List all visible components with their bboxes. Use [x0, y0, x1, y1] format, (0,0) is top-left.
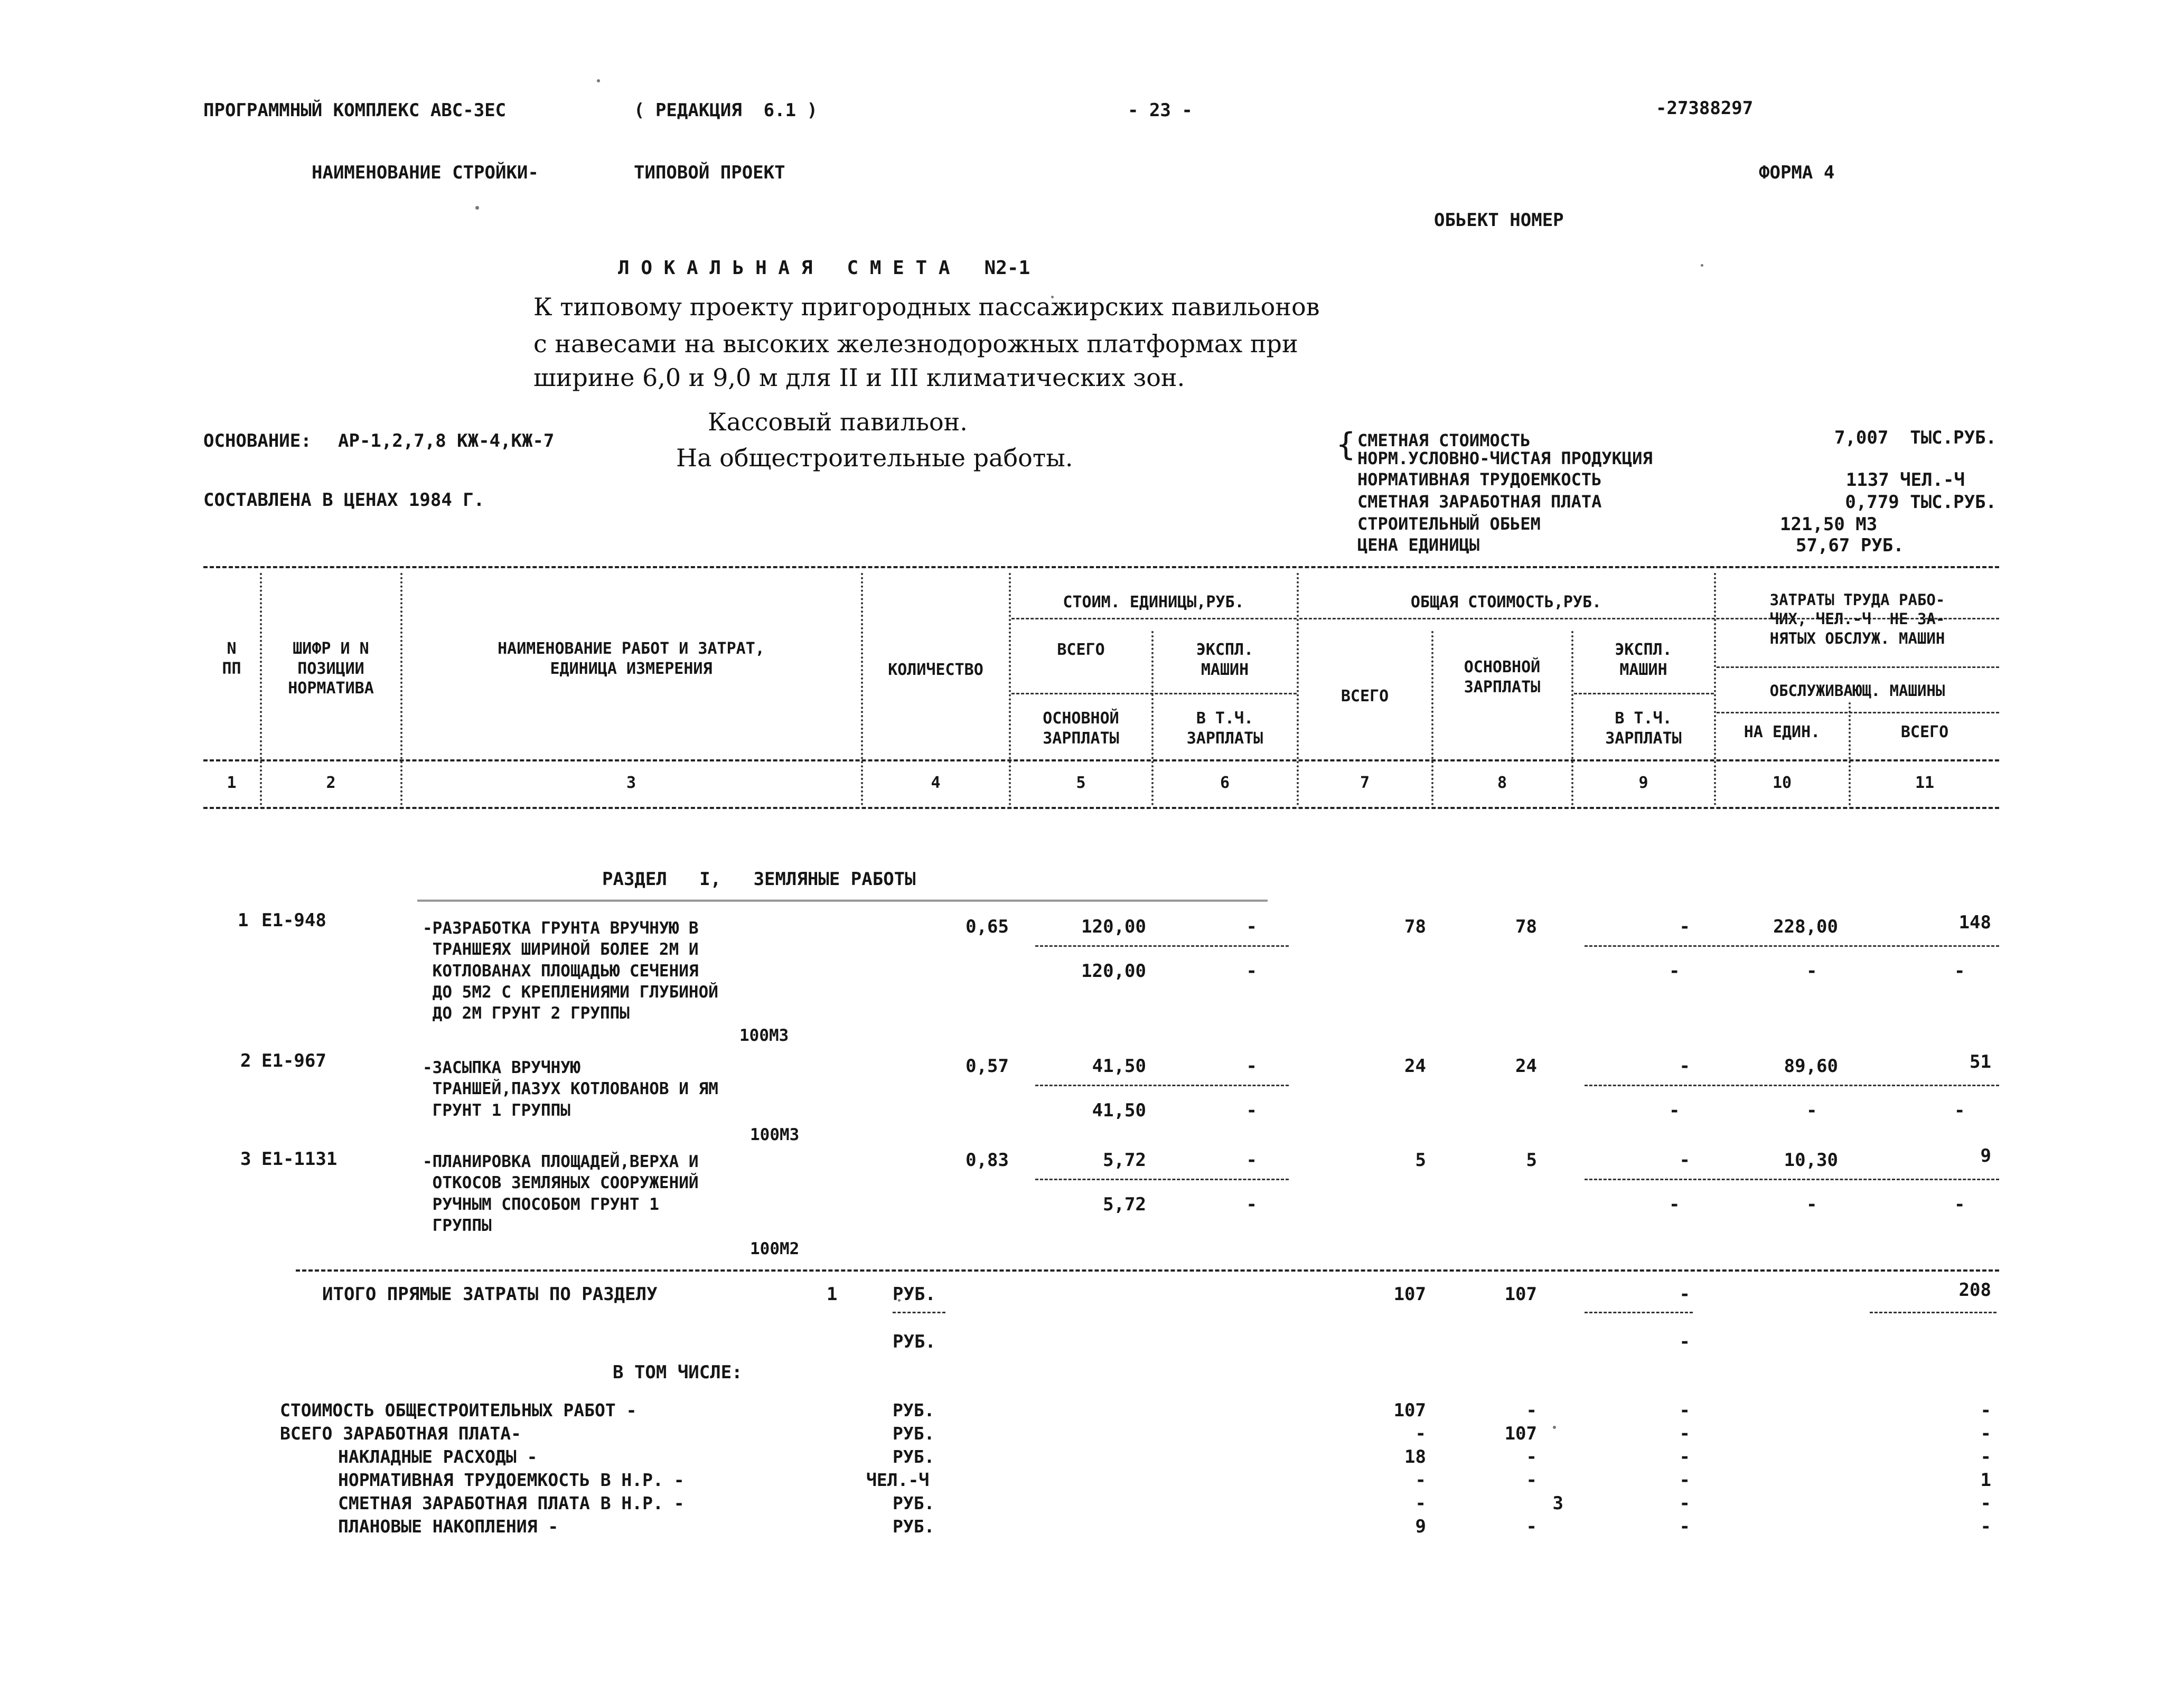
breakdown-machines: -: [1679, 1470, 1690, 1491]
totals-machines: -: [1679, 1284, 1690, 1305]
breakdown-labor: 1: [1980, 1470, 1991, 1491]
column-number: 10: [1772, 774, 1792, 792]
column-number: 11: [1915, 774, 1935, 792]
row-labor-total: 51: [1970, 1051, 1991, 1073]
group-header-labor-service: ОБСЛУЖИВАЮЩ. МАШИНЫ: [1769, 682, 1945, 700]
summary-label: ЦЕНА ЕДИНИЦЫ: [1357, 535, 1480, 555]
breakdown-labor: -: [1980, 1493, 1991, 1514]
totals-divider: [1585, 1312, 1693, 1313]
breakdown-unit: РУБ.: [893, 1423, 935, 1444]
row-divider: [1035, 945, 1289, 947]
construction-name-label: НАИМЕНОВАНИЕ СТРОЙКИ-: [312, 162, 539, 183]
row-unit-machine-wage: -: [1246, 961, 1257, 982]
breakdown-total: -: [1415, 1493, 1426, 1514]
summary-value: 121,50 М3: [1780, 514, 1878, 535]
column-number: 8: [1497, 774, 1507, 792]
row-total-wage: 24: [1515, 1056, 1537, 1077]
row-description: -ПЛАНИРОВКА ПЛОЩАДЕЙ,ВЕРХА И ОТКОСОВ ЗЕМЛЯНЫХ СООРУЖЕНИЙ РУЧНЫМ СПОСОБОМ ГРУНТ 1 ГРУППЫ: [423, 1152, 699, 1235]
document-code: -27388297: [1656, 98, 1754, 119]
scan-speck: [1701, 264, 1703, 267]
summary-value: 0,779 ТЫС.РУБ.: [1845, 492, 1996, 513]
breakdown-machines: -: [1679, 1516, 1690, 1537]
breakdown-wage: -: [1526, 1470, 1537, 1491]
summary-label: СМЕТНАЯ ЗАРАБОТНАЯ ПЛАТА: [1357, 492, 1602, 512]
title-line-1: К типовому проекту пригородных пассажирских павильонов: [533, 293, 1320, 321]
dash-cell: -: [1954, 961, 1965, 982]
breakdown-wage: 3: [1552, 1493, 1563, 1514]
col-separator: [400, 573, 402, 805]
scan-speck: [1553, 1426, 1556, 1429]
column-number: 3: [626, 774, 636, 792]
group-rule: [1574, 693, 1714, 694]
basis-label: ОСНОВАНИЕ:: [203, 430, 312, 451]
row-unit-wage: 41,50: [1092, 1100, 1146, 1121]
col-header-quantity: КОЛИЧЕСТВО: [888, 661, 983, 679]
totals-machines-2: -: [1679, 1331, 1690, 1352]
row-unit-machines: -: [1246, 1150, 1257, 1171]
row-description: -ЗАСЫПКА ВРУЧНУЮ ТРАНШЕЙ,ПАЗУХ КОТЛОВАНОВ И ЯМ ГРУНТ 1 ГРУППЫ: [423, 1058, 718, 1120]
column-number: 6: [1220, 774, 1230, 792]
summary-value: 57,67 РУБ.: [1796, 535, 1904, 556]
breakdown-labor: -: [1980, 1516, 1991, 1537]
totals-divider: [1870, 1312, 1996, 1313]
col-header-unit-machine-wage: В Т.Ч. ЗАРПЛАТЫ: [1186, 709, 1263, 748]
row-unit: 100М3: [750, 1125, 800, 1144]
row-quantity: 0,83: [966, 1150, 1009, 1171]
row-labor-unit: 228,00: [1773, 916, 1838, 937]
breakdown-unit: ЧЕЛ.-Ч: [866, 1470, 930, 1490]
dash-cell: -: [1806, 1194, 1817, 1215]
summary-value: 7,007 ТЫС.РУБ.: [1834, 427, 1996, 448]
summary-value: 1137 ЧЕЛ.-Ч: [1845, 469, 1965, 491]
object-number-label: ОБЬЕКТ НОМЕР: [1434, 210, 1564, 231]
row-unit-total: 41,50: [1092, 1056, 1146, 1077]
breakdown-total: 9: [1415, 1516, 1426, 1537]
breakdown-wage: -: [1526, 1446, 1537, 1467]
row-code: Е1-967: [261, 1050, 326, 1071]
breakdown-machines: -: [1679, 1446, 1690, 1467]
page-number: - 23 -: [1128, 100, 1193, 121]
group-rule: [1717, 666, 1999, 668]
dash-cell: -: [1806, 1100, 1817, 1121]
row-total: 5: [1415, 1150, 1426, 1171]
row-unit: 100М3: [739, 1026, 789, 1045]
dash-cell: -: [1669, 1100, 1680, 1121]
dash-cell: -: [1806, 961, 1817, 982]
row-number: 2: [240, 1050, 251, 1071]
group-header-total-cost: ОБЩАЯ СТОИМОСТЬ,РУБ.: [1410, 593, 1602, 611]
row-unit-machine-wage: -: [1246, 1194, 1257, 1215]
row-unit: 100М2: [750, 1239, 800, 1258]
subtitle-works: На общестроительные работы.: [676, 444, 1073, 472]
summary-label: СМЕТНАЯ СТОИМОСТЬ: [1357, 430, 1531, 450]
summary-bracket: {: [1336, 426, 1356, 463]
dash-cell: -: [1954, 1100, 1965, 1121]
breakdown-label: НОРМАТИВНАЯ ТРУДОЕМКОСТЬ В Н.Р. -: [338, 1470, 685, 1490]
row-divider: [1035, 1085, 1289, 1086]
breakdown-unit: РУБ.: [893, 1493, 935, 1513]
col-separator: [861, 573, 863, 805]
col-header-total-wage: ОСНОВНОЙ ЗАРПЛАТЫ: [1464, 658, 1541, 697]
dash-cell: -: [1669, 961, 1680, 982]
col-header-code: ШИФР И N ПОЗИЦИИ НОРМАТИВА: [288, 639, 374, 698]
breakdown-unit: РУБ.: [893, 1516, 935, 1537]
form-number: ФОРМА 4: [1759, 162, 1835, 183]
col-header-total: ВСЕГО: [1341, 687, 1389, 705]
totals-wage: 107: [1504, 1284, 1537, 1305]
breakdown-labor: -: [1980, 1446, 1991, 1467]
row-unit-total: 120,00: [1081, 916, 1146, 937]
row-labor-total: 148: [1958, 912, 1991, 933]
row-divider: [1585, 1085, 1999, 1086]
totals-divider: [893, 1312, 945, 1313]
column-number: 5: [1076, 774, 1086, 792]
group-header-labor: ЗАТРАТЫ ТРУДА РАБО- ЧИХ, ЧЕЛ.-Ч НЕ ЗА- НЯТЫХ ОБСЛУЖ. МАШИН: [1769, 591, 1945, 647]
column-number: 9: [1638, 774, 1648, 792]
summary-label: НОРМ.УСЛОВНО-ЧИСТАЯ ПРОДУКЦИЯ: [1357, 448, 1653, 468]
totals-labor: 208: [1958, 1280, 1991, 1301]
breakdown-total: -: [1415, 1470, 1426, 1491]
dash-cell: -: [1669, 1194, 1680, 1215]
column-numbers-rule: [203, 807, 1999, 809]
row-unit-wage: 120,00: [1081, 961, 1146, 982]
col-header-unit-wage: ОСНОВНОЙ ЗАРПЛАТЫ: [1043, 709, 1119, 748]
row-unit-machines: -: [1246, 916, 1257, 937]
breakdown-labor: -: [1980, 1423, 1991, 1444]
row-number: 1: [238, 910, 249, 931]
breakdown-label: ВСЕГО ЗАРАБОТНАЯ ПЛАТА-: [280, 1423, 521, 1444]
row-total: 24: [1404, 1056, 1426, 1077]
group-rule: [1717, 712, 1999, 713]
title-line-3: ширине 6,0 и 9,0 м для II и III климатических зон.: [533, 363, 1185, 392]
column-number: 7: [1360, 774, 1370, 792]
col-header-total-machines: ЭКСПЛ. МАШИН: [1615, 641, 1672, 679]
scan-speck: [475, 206, 479, 210]
breakdown-label: ПЛАНОВЫЕ НАКОПЛЕНИЯ -: [338, 1516, 559, 1537]
col-header-labor-total: ВСЕГО: [1900, 723, 1949, 741]
col-header-number: N ПП: [222, 639, 241, 678]
breakdown-labor: -: [1980, 1400, 1991, 1421]
row-divider: [1585, 945, 1999, 947]
breakdown-total: -: [1415, 1423, 1426, 1444]
breakdown-label: СТОИМОСТЬ ОБЩЕСТРОИТЕЛЬНЫХ РАБОТ -: [280, 1400, 637, 1420]
price-level: СОСТАВЛЕНА В ЦЕНАХ 1984 Г.: [203, 490, 485, 511]
table-top-rule: [203, 566, 1999, 568]
subtitle-pavilion: Кассовый павильон.: [708, 408, 968, 436]
breakdown-wage: -: [1526, 1516, 1537, 1537]
software-complex: ПРОГРАММНЫЙ КОМПЛЕКС АВС-3ЕС: [203, 100, 507, 121]
row-unit-machines: -: [1246, 1056, 1257, 1077]
totals-rule: [296, 1269, 1999, 1272]
row-total-wage: 78: [1515, 916, 1537, 937]
breakdown-unit: РУБ.: [893, 1446, 935, 1467]
col-header-unit-total: ВСЕГО: [1057, 641, 1105, 659]
row-unit-total: 5,72: [1103, 1150, 1146, 1171]
group-header-unit-cost: СТОИМ. ЕДИНИЦЫ,РУБ.: [1063, 593, 1244, 611]
summary-label: СТРОИТЕЛЬНЫЙ ОБЬЕМ: [1357, 514, 1541, 534]
edition: ( РЕДАКЦИЯ 6.1 ): [634, 100, 818, 121]
column-number: 4: [931, 774, 941, 792]
row-total: 78: [1404, 916, 1426, 937]
row-number: 3: [240, 1149, 251, 1170]
breakdown-wage: 107: [1504, 1423, 1537, 1444]
breakdown-machines: -: [1679, 1423, 1690, 1444]
row-total-machines: -: [1679, 1150, 1690, 1171]
row-quantity: 0,65: [966, 916, 1009, 937]
row-labor-unit: 10,30: [1784, 1150, 1838, 1171]
breakdown-label: НАКЛАДНЫЕ РАСХОДЫ -: [338, 1446, 538, 1467]
breakdown-machines: -: [1679, 1493, 1690, 1514]
title-line-2: с навесами на высоких железнодорожных платформах при: [533, 330, 1298, 358]
col-header-total-machine-wage: В Т.Ч. ЗАРПЛАТЫ: [1605, 709, 1682, 748]
row-unit-wage: 5,72: [1103, 1194, 1146, 1215]
breakdown-unit: РУБ.: [893, 1400, 935, 1420]
dash-cell: -: [1954, 1194, 1965, 1215]
totals-total: 107: [1393, 1284, 1426, 1305]
row-total-wage: 5: [1526, 1150, 1537, 1171]
breakdown-total: 18: [1404, 1446, 1426, 1467]
totals-unit: РУБ.: [893, 1284, 936, 1305]
row-divider: [1035, 1179, 1289, 1180]
totals-section-number: 1: [827, 1284, 838, 1305]
estimate-heading: Л О К А Л Ь Н А Я С М Е Т А N2-1: [618, 257, 1030, 279]
totals-unit-2: РУБ.: [893, 1331, 936, 1352]
header-bottom-rule: [203, 759, 1999, 761]
row-code: Е1-948: [261, 910, 326, 931]
totals-label: ИТОГО ПРЯМЫЕ ЗАТРАТЫ ПО РАЗДЕЛУ: [322, 1284, 658, 1305]
row-total-machines: -: [1679, 1056, 1690, 1077]
row-labor-total: 9: [1980, 1145, 1991, 1166]
scan-speck: [597, 79, 600, 82]
row-unit-machine-wage: -: [1246, 1100, 1257, 1121]
row-total-machines: -: [1679, 916, 1690, 937]
breakdown-total: 107: [1393, 1400, 1426, 1421]
summary-label: НОРМАТИВНАЯ ТРУДОЕМКОСТЬ: [1357, 469, 1602, 490]
col-header-labor-unit: НА ЕДИН.: [1744, 723, 1821, 741]
col-header-unit-machines: ЭКСПЛ. МАШИН: [1196, 641, 1254, 679]
col-header-name: НАИМЕНОВАНИЕ РАБОТ И ЗАТРАТ, ЕДИНИЦА ИЗМЕРЕНИЯ: [498, 639, 765, 678]
construction-name-value: ТИПОВОЙ ПРОЕКТ: [634, 162, 785, 183]
row-quantity: 0,57: [966, 1056, 1009, 1077]
column-number: 2: [326, 774, 336, 792]
row-description: -РАЗРАБОТКА ГРУНТА ВРУЧНУЮ В ТРАНШЕЯХ ШИРИНОЙ БОЛЕЕ 2М И КОТЛОВАНАХ ПЛОЩАДЬЮ СЕЧЕНИЯ ДО 5М2 С КРЕПЛЕНИЯМИ ГЛУБИНОЙ ДО 2М ГРУНТ 2 ГРУППЫ: [423, 919, 718, 1023]
group-rule: [1011, 618, 1297, 619]
breakdown-wage: -: [1526, 1400, 1537, 1421]
basis-value: АР-1,2,7,8 КЖ-4,КЖ-7: [338, 430, 555, 451]
row-divider: [1585, 1179, 1999, 1180]
section-heading: РАЗДЕЛ I, ЗЕМЛЯНЫЕ РАБОТЫ: [602, 869, 916, 890]
breakdown-machines: -: [1679, 1400, 1690, 1421]
column-number: 1: [227, 774, 237, 792]
row-code: Е1-1131: [261, 1149, 338, 1170]
section-underline: [417, 900, 1268, 901]
breakdown-label: СМЕТНАЯ ЗАРАБОТНАЯ ПЛАТА В Н.Р. -: [338, 1493, 685, 1513]
group-rule: [1011, 693, 1297, 694]
row-labor-unit: 89,60: [1784, 1056, 1838, 1077]
including-label: В ТОМ ЧИСЛЕ:: [613, 1362, 743, 1383]
